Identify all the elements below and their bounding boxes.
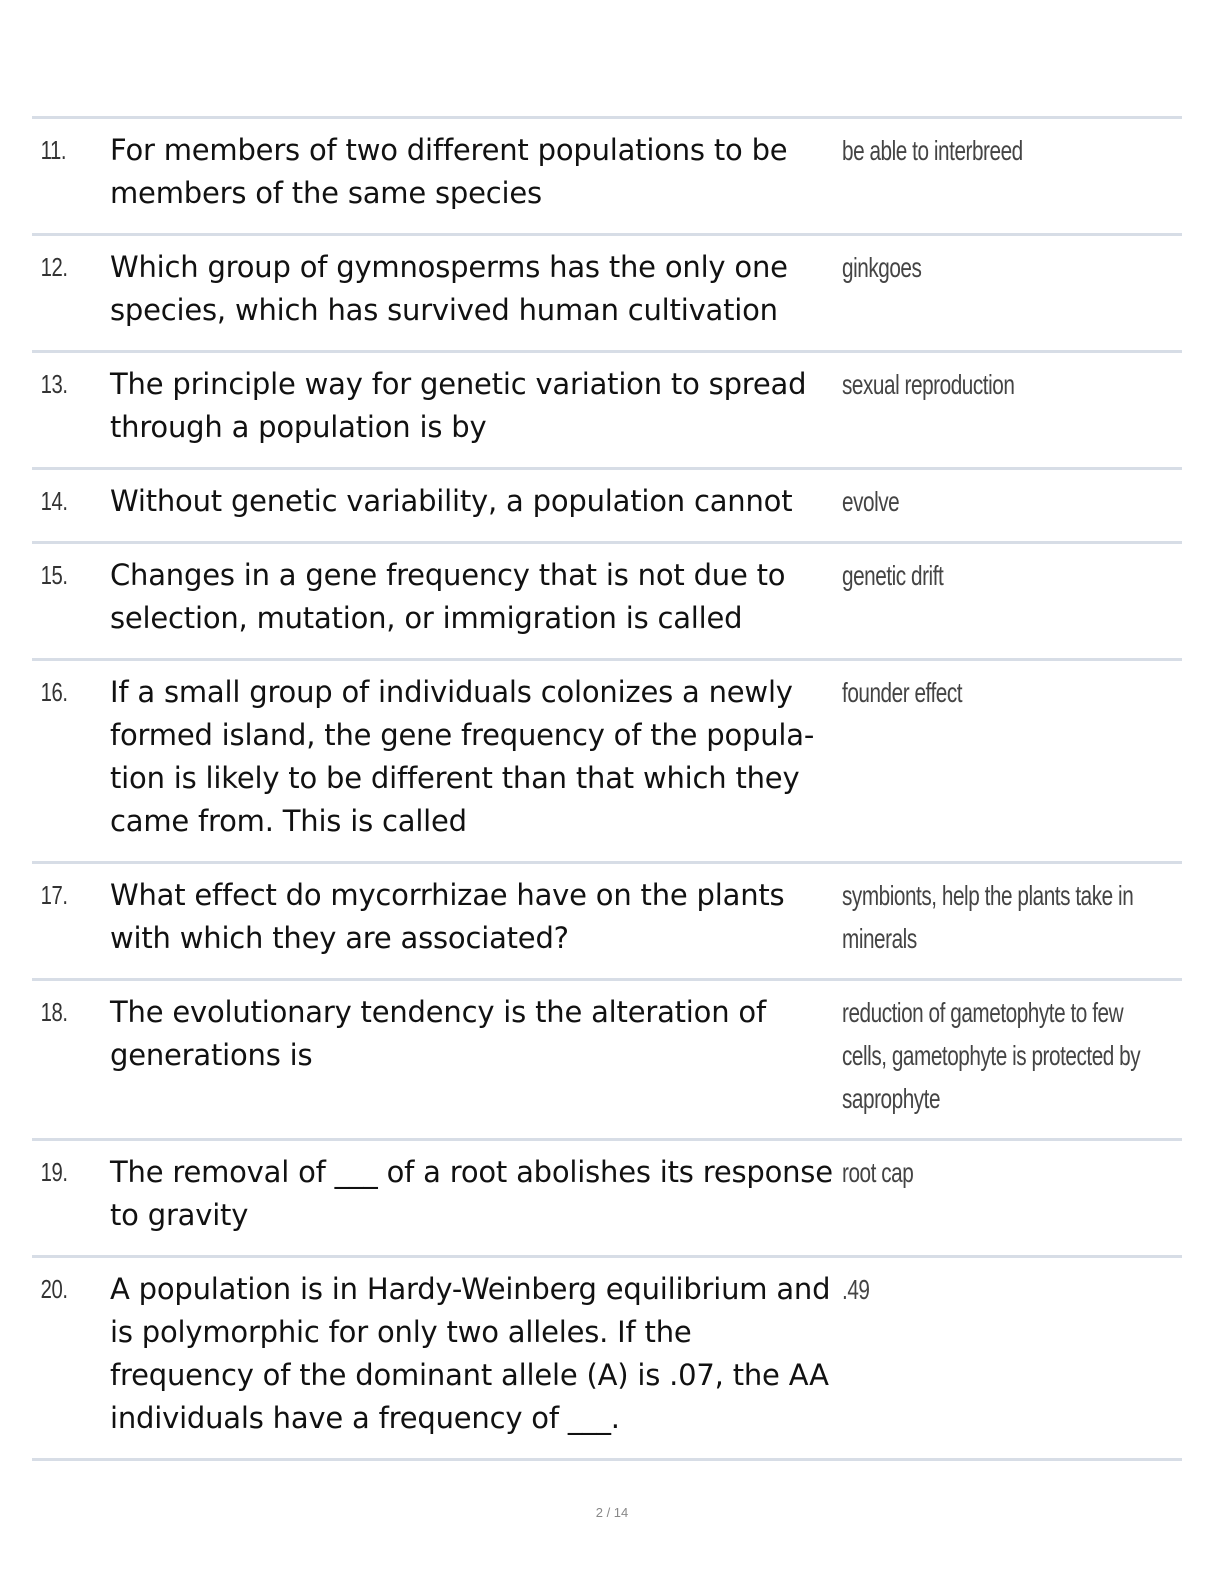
answer-text: founder effect (842, 677, 963, 708)
question-text: If a small group of individuals colonizes a newly formed island, the gene frequency of the popula-tion is likely to be different than that which they came from. This is called (110, 675, 815, 838)
question-text: Which group of gymnosperms has the only one species, which has survived human cultivation (110, 250, 788, 327)
answer-text: genetic drift (842, 560, 944, 591)
item-number: 14. (40, 486, 68, 516)
question-text: The removal of ___ of a root abolishes its response to gravity (110, 1155, 833, 1232)
flashcard-list (32, 116, 1182, 1461)
answer-text: be able to interbreed (842, 135, 1023, 166)
item-number: 16. (40, 677, 68, 707)
question-text: A population is in Hardy-Weinberg equilibrium and is polymorphic for only two alleles. If the frequency of the dominant allele (A) is .07, the AA individuals have a frequency of ___. (110, 1272, 831, 1435)
question-text: The principle way for genetic variation to spread through a population is by (110, 367, 807, 444)
item-number: 13. (40, 369, 68, 399)
item-number: 11. (40, 135, 67, 165)
card-row (32, 116, 1182, 233)
answer-text: sexual reproduction (842, 369, 1015, 400)
card-row (32, 658, 1182, 861)
item-number: 18. (40, 997, 68, 1027)
question-text: For members of two different populations to be members of the same species (110, 133, 788, 210)
card-row (32, 350, 1182, 467)
question-text: Changes in a gene frequency that is not due to selection, mutation, or immigration is called (110, 558, 786, 635)
question-text: Without genetic variability, a population cannot (110, 484, 793, 518)
page-indicator: 2 / 14 (595, 1505, 629, 1520)
card-row (32, 233, 1182, 350)
answer-text: symbionts, help the plants take in minerals (842, 880, 1134, 954)
question-text: The evolutionary tendency is the alteration of generations is (110, 995, 766, 1072)
answer-text: ginkgoes (842, 252, 922, 283)
item-number: 15. (40, 560, 68, 590)
card-row (32, 467, 1182, 541)
question-text: What effect do mycorrhizae have on the plants with which they are associated? (110, 878, 785, 955)
item-number: 19. (40, 1157, 68, 1187)
answer-text: reduction of gametophyte to few cells, gametophyte is protected by saprophyte (842, 997, 1141, 1114)
card-row (32, 1138, 1182, 1255)
card-row (32, 541, 1182, 658)
card-row (32, 978, 1182, 1138)
item-number: 17. (40, 880, 68, 910)
answer-text: .49 (842, 1274, 870, 1305)
answer-text: evolve (842, 486, 900, 517)
item-number: 12. (40, 252, 68, 282)
card-row (32, 861, 1182, 978)
item-number: 20. (40, 1274, 68, 1304)
answer-text: root cap (842, 1157, 914, 1188)
card-row (32, 1255, 1182, 1461)
